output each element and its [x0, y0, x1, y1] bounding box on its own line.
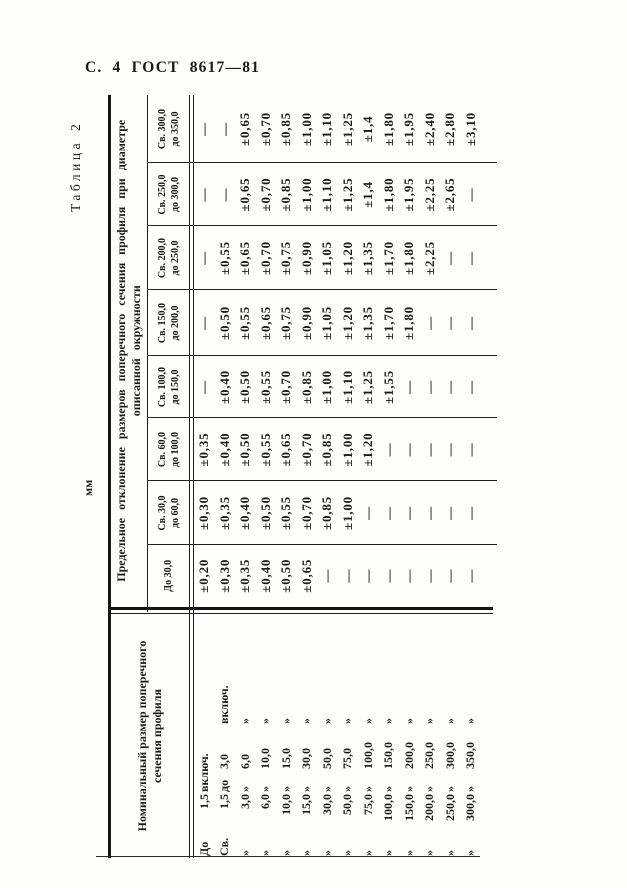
row-label: [317, 614, 338, 858]
value-cell: ±0,65: [237, 177, 253, 212]
row-label: [420, 614, 441, 858]
value-cell: —: [442, 506, 458, 520]
value-cell: ±1,10: [319, 177, 335, 212]
value-cell: —: [421, 380, 437, 394]
row-label-part: »: [422, 718, 437, 724]
value-cell: ±1,35: [360, 306, 376, 340]
row-label-part: 6,0: [258, 794, 273, 809]
row-label-part: »: [340, 786, 355, 792]
value-cell: —: [401, 442, 417, 457]
value-cell: —: [462, 568, 478, 583]
row-label-part: 6,0: [237, 754, 252, 769]
row-label: [379, 614, 400, 858]
value-cell: ±0,75: [278, 306, 294, 340]
value-cell: ±1,70: [380, 241, 396, 275]
value-cell: —: [216, 122, 232, 136]
value-cell: ±0,85: [319, 496, 335, 530]
value-cell: ±0,65: [237, 112, 253, 146]
row-label-part: 15,0: [278, 748, 293, 769]
stub-gap: [194, 607, 215, 615]
row-label-part: 250,0: [442, 794, 457, 821]
row-label-part: 50,0: [319, 748, 334, 769]
value-cell: ±0,65: [237, 241, 253, 275]
stub-gap: [358, 607, 379, 615]
value-cell: ±0,30: [196, 496, 212, 530]
row-label: [358, 614, 379, 858]
stub-gap: [235, 607, 256, 615]
value-cell: —: [421, 442, 437, 457]
value-cell: ±0,30: [216, 558, 232, 593]
subheader-cell: Св. 250,0 до 300,0: [156, 174, 181, 215]
value-cell: ±1,80: [380, 112, 396, 146]
value-cell: ±0,40: [237, 496, 253, 530]
row-label-part: 30,0: [299, 748, 314, 769]
value-cell: ±0,70: [257, 112, 273, 146]
row-label-part: »: [299, 786, 314, 792]
row-label-part: »: [319, 718, 334, 724]
row-label-part: »: [401, 850, 416, 856]
value-cell: —: [196, 316, 212, 330]
row-label-part: »: [381, 718, 396, 724]
row-label-part: до: [217, 779, 232, 792]
value-cell: —: [196, 380, 212, 394]
row-label-part: »: [442, 786, 457, 792]
value-cell: ±0,40: [257, 558, 273, 593]
value-cell: ±1,80: [401, 241, 417, 275]
row-label-part: »: [319, 786, 334, 792]
row-label-part: »: [278, 850, 293, 856]
row-header-title-line1: Номинальный размер поперечного: [134, 640, 149, 832]
value-cell: ±1,20: [339, 241, 355, 275]
value-cell: ±1,00: [298, 112, 314, 146]
row-label-part: »: [463, 718, 478, 724]
row-label-part: »: [299, 718, 314, 724]
row-label-part: »: [278, 786, 293, 792]
stub-gap: [399, 607, 420, 615]
row-label-part: »: [381, 786, 396, 792]
row-header-title-line2: сечения профиля: [150, 689, 164, 783]
value-cell: —: [462, 442, 478, 457]
value-cell: ±0,65: [278, 432, 294, 467]
value-cell: ±1,00: [319, 370, 335, 404]
value-cell: ±1,00: [339, 496, 355, 530]
stub-gap: [317, 607, 338, 615]
value-cell: ±0,55: [257, 432, 273, 467]
value-cell: ±3,10: [462, 112, 478, 146]
value-cell: —: [421, 506, 437, 520]
value-cell: ±0,70: [298, 432, 314, 467]
row-label-part: 100,0: [360, 742, 375, 769]
row-label-part: 1,5: [196, 794, 211, 809]
value-cell: ±0,75: [278, 241, 294, 275]
row-label-part: 350,0: [463, 742, 478, 769]
subheader-cell: Св. 300,0 до 350,0: [156, 108, 181, 150]
stub-gap: [420, 607, 441, 615]
value-cell: ±0,55: [278, 496, 294, 530]
value-cell: ±1,4: [360, 115, 376, 143]
row-label-part: »: [422, 786, 437, 792]
stub-gap: [215, 607, 236, 615]
value-cell: —: [462, 506, 478, 520]
stub-gap: [379, 607, 400, 615]
row-label-part: 150,0: [381, 742, 396, 769]
table-body: [194, 95, 481, 858]
value-cell: ±0,40: [216, 370, 232, 404]
row-label-part: 50,0: [340, 794, 355, 815]
value-cell: ±1,95: [401, 177, 417, 212]
value-cell: ±1,25: [339, 177, 355, 212]
subheader-cell: До 30,0: [163, 559, 174, 592]
row-label-part: 30,0: [319, 794, 334, 815]
row-label-part: »: [237, 718, 252, 724]
subheader-cell: Св. 100,0 до 150,0: [156, 366, 181, 408]
value-cell: —: [421, 316, 437, 330]
value-cell: ±1,25: [360, 370, 376, 404]
row-label-part: »: [319, 850, 334, 856]
value-cell: —: [380, 568, 396, 583]
row-label-part: 300,0: [463, 794, 478, 821]
value-cell: —: [421, 568, 437, 583]
row-label-part: 1,5: [217, 794, 232, 809]
value-cell: —: [442, 380, 458, 394]
value-cell: ±1,00: [298, 177, 314, 212]
row-label-part: »: [381, 850, 396, 856]
value-cell: ±2,80: [442, 112, 458, 146]
value-cell: —: [462, 251, 478, 265]
value-cell: ±0,70: [278, 370, 294, 404]
value-cell: ±1,10: [339, 370, 355, 404]
value-cell: ±0,55: [237, 306, 253, 340]
value-cell: ±0,20: [196, 558, 212, 593]
row-label-part: »: [340, 718, 355, 724]
subheader-cell: Св. 60,0 до 100,0: [156, 431, 181, 468]
row-label-part: »: [463, 786, 478, 792]
value-cell: ±1,20: [360, 432, 376, 467]
value-cell: —: [462, 380, 478, 394]
value-cell: ±0,50: [237, 432, 253, 467]
rotated-table-area: [60, 65, 620, 870]
subheader-cell: Св. 30,0 до 60,0: [156, 495, 181, 531]
value-cell: —: [380, 442, 396, 457]
col-group-title: [113, 95, 145, 607]
value-cell: ±1,05: [319, 241, 335, 275]
row-label-part: »: [299, 850, 314, 856]
row-label-part: »: [442, 718, 457, 724]
value-cell: —: [442, 568, 458, 583]
value-cell: ±2,40: [421, 112, 437, 146]
header-double-line-1: [189, 95, 190, 858]
column-subheaders: [148, 95, 189, 607]
value-cell: ±0,50: [257, 496, 273, 530]
row-label-part: 250,0: [422, 742, 437, 769]
row-label: [297, 614, 318, 858]
value-cell: —: [360, 506, 376, 520]
value-cell: ±0,70: [257, 177, 273, 212]
value-cell: ±1,20: [339, 306, 355, 340]
value-cell: ±1,00: [339, 432, 355, 467]
row-label-part: »: [258, 850, 273, 856]
units-label: мм: [81, 479, 95, 496]
value-cell: ±1,4: [360, 181, 376, 208]
value-cell: —: [462, 187, 478, 202]
value-cell: ±0,50: [278, 558, 294, 593]
value-cell: ±0,55: [257, 370, 273, 404]
row-label-part: 100,0: [381, 794, 396, 821]
value-cell: ±0,40: [216, 432, 232, 467]
value-cell: ±2,25: [421, 177, 437, 212]
value-cell: —: [360, 568, 376, 583]
value-cell: ±0,90: [298, 306, 314, 340]
row-label-part: »: [258, 718, 273, 724]
stub-gap: [256, 607, 277, 615]
value-cell: ±1,80: [380, 177, 396, 212]
row-label-part: »: [442, 850, 457, 856]
row-header-title: [114, 614, 186, 858]
row-label-part: 10,0: [258, 748, 273, 769]
row-label-part: 300,0: [442, 742, 457, 769]
value-cell: ±1,55: [380, 370, 396, 404]
row-label-part: 200,0: [422, 794, 437, 821]
col-group-title-line1: Предельное отклонение размеров поперечного сечения профиля при диаметре: [113, 119, 128, 582]
table-caption: Таблица 2: [68, 120, 83, 212]
tolerance-table: [108, 95, 500, 858]
value-cell: —: [196, 251, 212, 265]
value-cell: ±1,95: [401, 112, 417, 146]
value-cell: ±2,65: [442, 177, 458, 212]
value-cell: ±0,85: [278, 177, 294, 212]
row-label: [215, 614, 236, 858]
row-label-part: »: [463, 850, 478, 856]
value-cell: —: [401, 568, 417, 583]
value-cell: —: [442, 442, 458, 457]
value-cell: ±0,35: [196, 432, 212, 467]
row-label-part: 150,0: [401, 794, 416, 821]
row-label-part: »: [237, 850, 252, 856]
row-label-part: »: [360, 786, 375, 792]
value-cell: ±0,85: [278, 112, 294, 146]
col-group-title-line2: описанной окружности: [129, 285, 143, 417]
row-label-part: 3,0: [237, 794, 252, 809]
value-cell: —: [216, 187, 232, 202]
row-label: [276, 614, 297, 858]
value-cell: ±0,50: [216, 306, 232, 340]
row-label-part: До: [196, 841, 211, 856]
row-label-part: 200,0: [401, 742, 416, 769]
value-cell: ±0,85: [319, 432, 335, 467]
row-label-part: »: [360, 718, 375, 724]
row-label: [338, 614, 359, 858]
value-cell: —: [339, 568, 355, 583]
row-label: [235, 614, 256, 858]
subheader-cell: Св. 200,0 до 250,0: [156, 237, 181, 279]
value-cell: —: [442, 251, 458, 265]
row-label: [256, 614, 277, 858]
row-label-part: »: [340, 850, 355, 856]
row-label-part: »: [237, 786, 252, 792]
subheader-cell: Св. 150,0 до 200,0: [156, 302, 181, 344]
stub-gap: [276, 607, 297, 615]
row-label-part: Св.: [217, 837, 232, 856]
value-cell: ±0,35: [216, 496, 232, 530]
value-cell: ±0,65: [298, 558, 314, 593]
row-label-part: 75,0: [340, 748, 355, 769]
value-cell: ±1,05: [319, 306, 335, 340]
page-header: С. 4 ГОСТ 8617—81: [85, 59, 261, 76]
value-cell: —: [319, 568, 335, 583]
table-top-border: [108, 95, 111, 858]
value-cell: —: [380, 506, 396, 520]
value-cell: ±0,90: [298, 241, 314, 275]
value-cell: ±1,80: [401, 306, 417, 340]
value-cell: ±1,25: [339, 112, 355, 146]
value-cell: —: [196, 122, 212, 136]
row-label-part: 75,0: [360, 794, 375, 815]
value-cell: ±2,25: [421, 241, 437, 275]
row-label-part: »: [258, 786, 273, 792]
stub-gap: [297, 607, 318, 615]
stub-gap: [461, 607, 482, 615]
value-cell: —: [401, 380, 417, 394]
value-cell: —: [442, 316, 458, 330]
value-cell: ±0,65: [257, 306, 273, 340]
row-label-part: 15,0: [299, 794, 314, 815]
row-label: [194, 614, 215, 858]
row-label-part: »: [422, 850, 437, 856]
row-label-part: 3,0: [217, 754, 232, 769]
row-label-part: »: [360, 850, 375, 856]
stub-gap: [440, 607, 461, 615]
row-label-part: включ.: [196, 753, 211, 792]
value-cell: ±0,50: [237, 370, 253, 404]
row-label: [461, 614, 482, 858]
row-label-part: »: [401, 786, 416, 792]
value-cell: ±0,70: [298, 496, 314, 530]
row-label: [440, 614, 461, 858]
row-label-part: 10,0: [278, 794, 293, 815]
value-cell: ±0,70: [257, 241, 273, 275]
value-cell: ±0,55: [216, 241, 232, 275]
row-label-part: »: [401, 718, 416, 724]
value-cell: ±1,10: [319, 112, 335, 146]
value-cell: —: [401, 506, 417, 520]
row-label-part: »: [278, 718, 293, 724]
row-label-part: включ.: [217, 685, 232, 724]
value-cell: ±1,70: [380, 306, 396, 340]
value-cell: ±0,35: [237, 558, 253, 593]
value-cell: —: [462, 316, 478, 330]
stub-gap: [338, 607, 359, 615]
value-cell: ±0,85: [298, 370, 314, 404]
value-cell: ±1,35: [360, 241, 376, 275]
value-cell: —: [196, 187, 212, 202]
row-label: [399, 614, 420, 858]
